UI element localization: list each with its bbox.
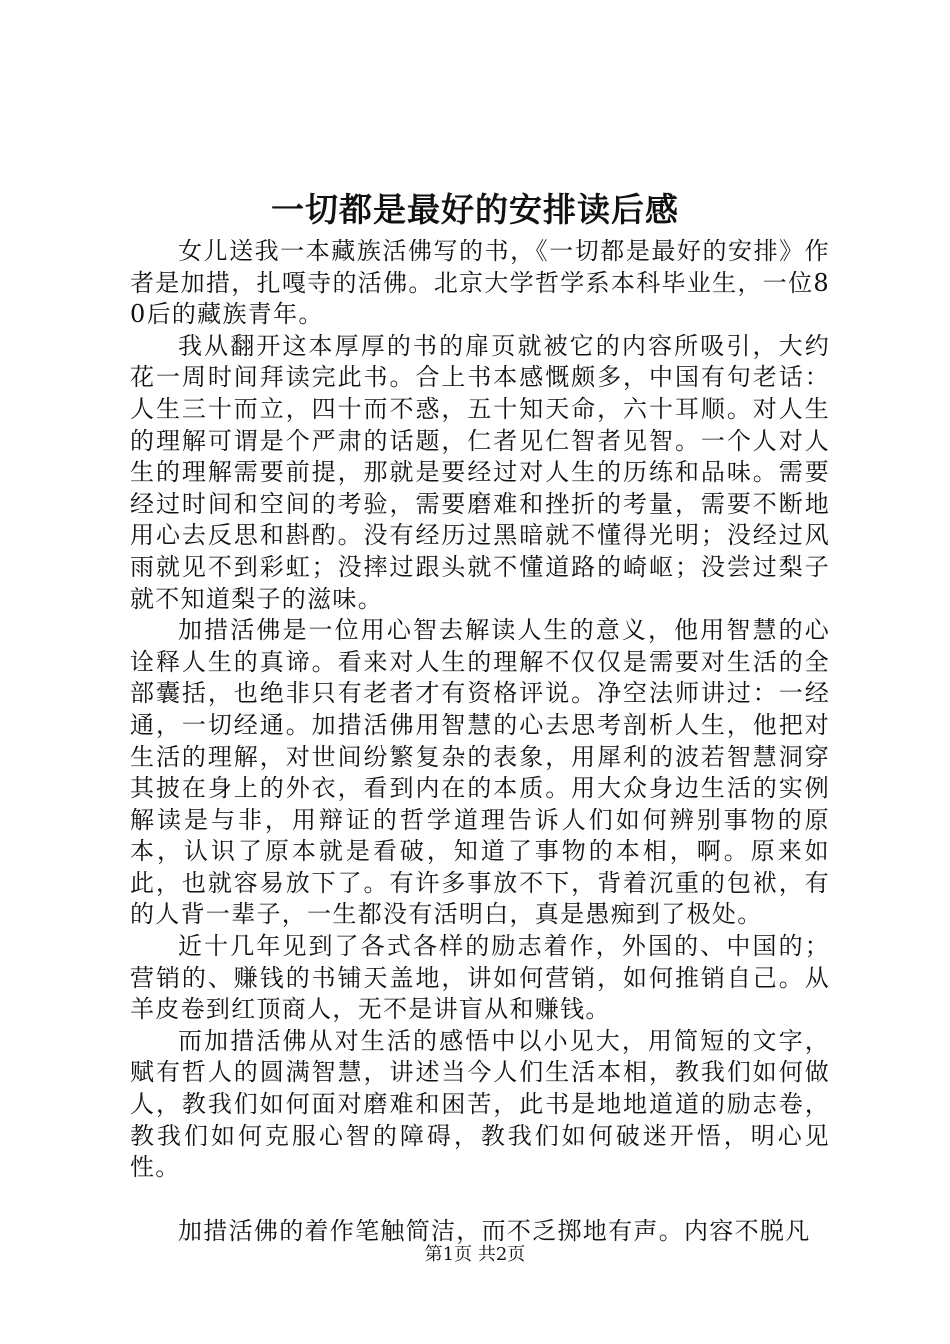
paragraph-1: 女儿送我一本藏族活佛写的书，《一切都是最好的安排》作者是加措，扎嘎寺的活佛。北京大学哲学系本科毕业生，一位80后的藏族青年。 (130, 237, 830, 329)
page-number-footer: 第1页 共2页 (424, 1244, 526, 1265)
paragraph-4: 近十几年见到了各式各样的励志着作，外国的、中国的；营销的、赚钱的书铺天盖地，讲如何营销，如何推销自己。从羊皮卷到红顶商人，无不是讲盲从和赚钱。 (130, 932, 830, 1024)
paragraph-5: 而加措活佛从对生活的感悟中以小见大，用简短的文字，赋有哲人的圆满智慧，讲述当今人们生活本相，教我们如何做人，教我们如何面对磨难和困苦，此书是地地道道的励志卷，教我们如何克服心智的障碍，教我们如何破迷开悟，明心见性。 (130, 1026, 830, 1182)
document-body (130, 236, 830, 1247)
paragraph-2: 我从翻开这本厚厚的书的扉页就被它的内容所吸引，大约花一周时间拜读完此书。合上书本感慨颇多，中国有句老话：人生三十而立，四十而不惑，五十知天命，六十耳顺。对人生的理解可谓是个严肃的话题，仁者见仁智者见智。一个人对人生的理解需要前提，那就是要经过对人生的历练和品味。需要经过时间和空间的考验，需要磨难和挫折的考量，需要不断地用心去反思和斟酌。没有经历过黑暗就不懂得光明；没经过风雨就见不到彩虹；没摔过跟头就不懂道路的崎岖；没尝过梨子就不知道梨子的滋味。 (130, 331, 830, 613)
document-title: 一切都是最好的安排读后感 (271, 190, 679, 229)
paragraph-6: 加措活佛的着作笔触简洁，而不乏掷地有声。内容不脱凡 (178, 1216, 811, 1245)
paragraph-3: 加措活佛是一位用心智去解读人生的意义，他用智慧的心诠释人生的真谛。看来对人生的理解不仅仅是需要对生活的全部囊括，也绝非只有老者才有资格评说。净空法师讲过：一经通，一切经通。加措活佛用智慧的心去思考剖析人生，他把对生活的理解，对世间纷繁复杂的表象，用犀利的波若智慧洞穿其披在身上的外衣，看到内在的本质。用大众身边生活的实例解读是与非，用辩证的哲学道理告诉人们如何辨别事物的原本，认识了原本就是看破，知道了事物的本相，啊。原来如此，也就容易放下了。有许多事放不下，背着沉重的包袱，有的人背一辈子，一生都没有活明白，真是愚痴到了极处。 (130, 616, 830, 929)
